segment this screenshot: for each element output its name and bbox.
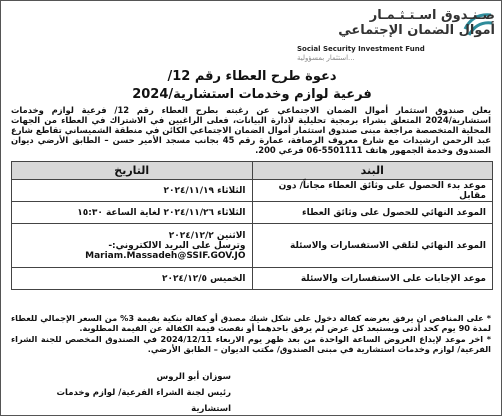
tender-title-line2: فرعية لوازم وخدمات استشارية/2024 [132,87,372,102]
fund-logo-english: Social Security Investment Fund [297,45,425,53]
row-item: الموعد النهائي لتلقي الاستفسارات والاسئلة [252,224,493,268]
fund-logo-tagline: ...استثمار بمسؤولية [297,54,355,62]
fund-logo-arabic-line1: صـنـدوق اسـتـثـمـار [369,8,495,23]
notes-section [11,313,491,355]
table-row [12,202,493,224]
row-date [12,224,253,268]
tender-title-line1: دعوة طرح العطاء رقم 12/ [167,69,337,84]
row-date-line: وترسل على البريد الالكتروني:- [108,240,246,251]
header-date: التاريخ [12,162,253,180]
row-date: الثلاثاء ٢٠٢٤/١١/٢٦ لغاية الساعة ١٥:٣٠ [12,202,253,224]
row-item: موعد الإجابات على الاستفسارات والاسئلة [252,268,493,290]
contact-email[interactable]: Mariam.Massadeh@SSIF.GOV.JO [85,250,246,261]
row-date: الخميس ٢٠٢٤/١٢/٥ [12,268,253,290]
signatory-name: سوزان أبو الروس [156,372,231,382]
table-row [12,224,493,268]
fund-logo-arabic-line2: أموال الضمان الإجتماعي [338,23,495,38]
row-date: الثلاثاء ٢٠٢٤/١١/١٩ [12,180,253,202]
fund-logo [295,7,495,61]
schedule-table [11,161,493,290]
intro-paragraph: يعلن صندوق استثمار أموال الضمان الاجتماعي عن رغبته بطرح العطاء رقم 12/ فرعية لوازم وخدمات استشارية/2024 المتعلق بشراء برمجية تحليلية لادارة البيانات، فعلى الراغبين في الاشتراك في العطاء من الجهات المحلية المتخصصة مراجعة مبنى صندوق استثمار أموال الضمان الاجتماعي الكائن في منطقة الشميساني تقاطع شارع عبد الرحمن ارشيدات مع شارع معروف الرصافة، عمارة رقم 45 بجانب مسجد الأمير حسن – الطابق الأرضي ديوان الصندوق وخدمة الجمهور هاتف 5501111-06 فرعي 200. [11,105,491,155]
table-row [12,180,493,202]
schedule-header-row [12,162,493,180]
row-item: موعد بدء الحصول على وثائق العطاء مجاناً/ دون مقابل [252,180,493,202]
note-bid-bond: * على المناقص ان يرفق بعرضه كفالة دخول على شكل شيك مصدق أو كفالة بنكية بقيمة 3% من السعر الإجمالي للعطاء لمدة 90 يوم كحد أدنى ويستبعد كل عرض لم يرفق باحدهما أو نقصت قيمة الكفالة عن القيمة المطلوبة. [11,313,492,333]
note-deadline: * اخر موعد لإيداع العروض الساعة الواحدة من بعد ظهر يوم الاربعاء 2024/12/11 في الصندوق المخصص للجنة الشراء الفرعية/ لوازم وخدمات استشارية في مبنى الصندوق/ مكتب الديوان – الطابق الأرضي. [11,334,491,354]
row-date-line: الاثنين ٢٠٢٤/١٢/٢ [168,230,246,241]
table-row [12,268,493,290]
signatory-title: رئيس لجنة الشراء الفرعية/ لوازم وخدمات استشارية [56,388,231,414]
row-item: الموعد النهائي للحصول على وثائق العطاء [252,202,493,224]
signature-block [21,369,231,417]
header-item: البند [252,162,493,180]
